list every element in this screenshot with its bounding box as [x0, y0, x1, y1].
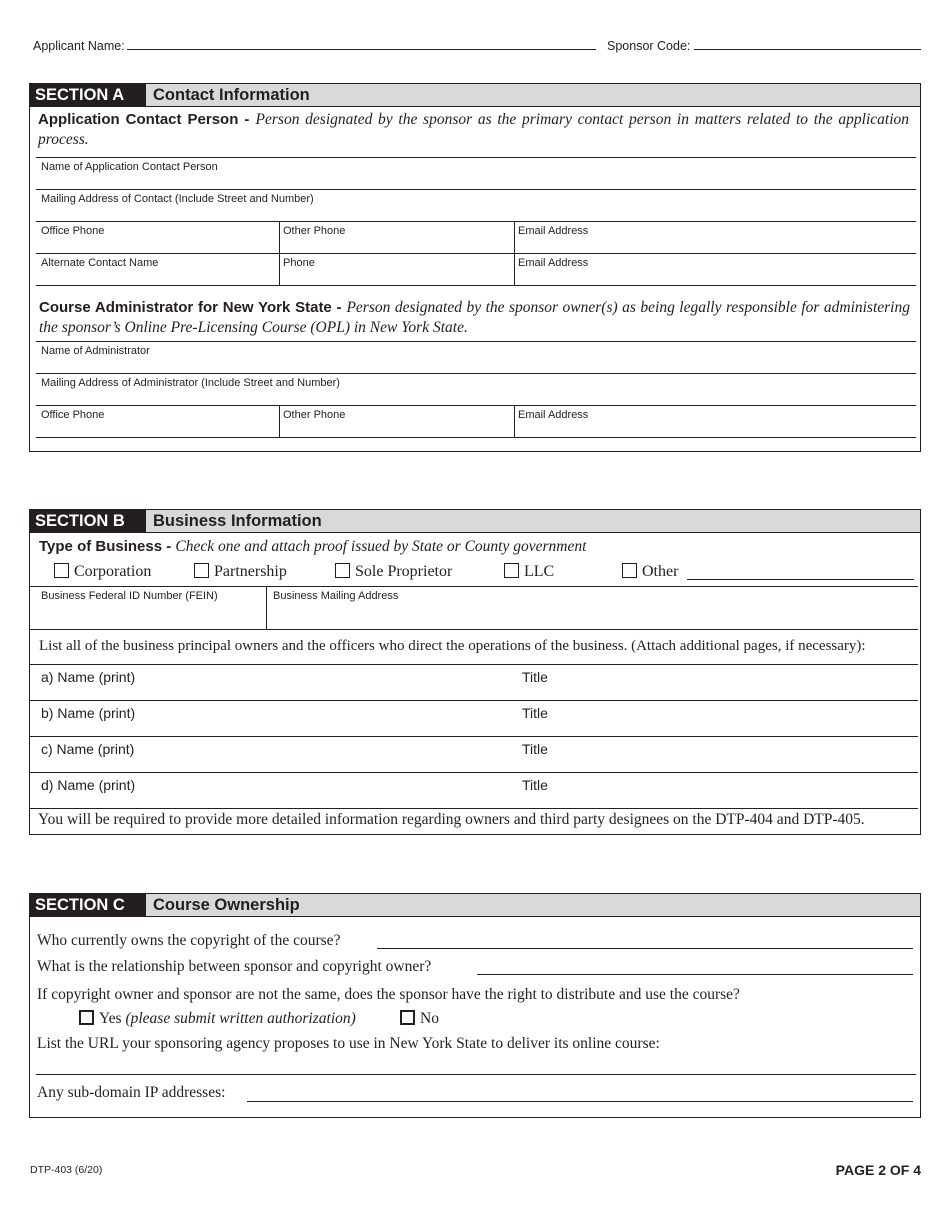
section-a-title: Contact Information: [153, 86, 310, 104]
option-llc[interactable]: [504, 563, 554, 581]
section-a: [29, 83, 921, 452]
owner-a-title-label: Title: [522, 669, 548, 685]
business-mailing-address-field[interactable]: [267, 587, 917, 629]
business-type-note: Check one and attach proof issued by State or County government: [175, 538, 587, 555]
admin-other-phone-label: Other Phone: [283, 409, 346, 421]
section-c-tag: SECTION C: [30, 894, 146, 916]
fein-field[interactable]: [30, 587, 266, 629]
relationship-question: What is the relationship between sponsor and copyright owner?: [37, 958, 432, 975]
section-b-header: [30, 510, 920, 533]
option-corporation[interactable]: [54, 563, 151, 581]
mailing-address-admin-field[interactable]: [36, 374, 916, 405]
copyright-owner-field[interactable]: [377, 934, 913, 949]
copyright-owner-question: Who currently owns the copyright of the course?: [37, 932, 341, 949]
mailing-address-contact-field[interactable]: [36, 190, 916, 221]
other-checkbox[interactable]: [622, 563, 637, 578]
subdomain-question: Any sub-domain IP addresses:: [37, 1084, 226, 1101]
sponsor-code-label: Sponsor Code:: [607, 39, 691, 53]
section-b: [29, 509, 921, 835]
url-question: List the URL your sponsoring agency proposes to use in New York State to deliver its online course:: [37, 1035, 660, 1052]
sole-proprietor-checkbox[interactable]: [335, 563, 350, 578]
owner-b-title-label: Title: [522, 705, 548, 721]
fein-label: Business Federal ID Number (FEIN): [41, 590, 218, 602]
section-a-header: [30, 84, 920, 107]
office-phone-label: Office Phone: [41, 225, 105, 237]
business-type-heading: Type of Business -: [39, 538, 172, 555]
applicant-name-label: Applicant Name:: [33, 39, 125, 53]
owner-c-title-label: Title: [522, 741, 548, 757]
yes-checkbox[interactable]: [79, 1010, 94, 1025]
contact-person-intro: [38, 110, 909, 150]
section-b-tag: SECTION B: [30, 510, 146, 532]
option-other[interactable]: [622, 563, 678, 581]
owner-c-name-label: c) Name (print): [41, 741, 135, 757]
url-field[interactable]: [37, 1056, 915, 1074]
section-c-title: Course Ownership: [153, 896, 300, 914]
other-phone-label: Other Phone: [283, 225, 346, 237]
administrator-intro: [39, 298, 910, 338]
section-c: [29, 893, 921, 1118]
name-of-administrator-field[interactable]: [36, 342, 916, 373]
corporation-checkbox[interactable]: [54, 563, 69, 578]
partnership-label: Partnership: [214, 563, 287, 580]
business-type-instruction: [39, 538, 586, 556]
sponsor-code-field[interactable]: [694, 35, 921, 50]
business-mailing-address-label: Business Mailing Address: [273, 590, 399, 602]
other-label: Other: [642, 563, 679, 580]
page-number: PAGE 2 OF 4: [835, 1162, 921, 1178]
owner-d-name-label: d) Name (print): [41, 777, 136, 793]
no-option[interactable]: [400, 1010, 439, 1028]
alternate-contact-name-label: Alternate Contact Name: [41, 257, 159, 269]
form-id: DTP-403 (6/20): [30, 1164, 103, 1176]
subdomain-field[interactable]: [247, 1087, 913, 1102]
owner-b-name-label: b) Name (print): [41, 705, 136, 721]
llc-checkbox[interactable]: [504, 563, 519, 578]
yes-note: (please submit written authorization): [125, 1010, 356, 1027]
option-sole-proprietor[interactable]: [335, 563, 452, 581]
section-b-footnote: You will be required to provide more detailed information regarding owners and third party designees on the DTP-404 and DTP-405.: [38, 811, 865, 828]
email-address-label: Email Address: [518, 225, 589, 237]
no-label: No: [420, 1010, 439, 1027]
owner-d-title-label: Title: [522, 777, 548, 793]
owners-instruction: List all of the business principal owners and the officers who direct the operations of the business. (Attach additional pages, if necessary):: [39, 638, 866, 654]
partnership-checkbox[interactable]: [194, 563, 209, 578]
admin-email-label: Email Address: [518, 409, 589, 421]
name-of-contact-label: Name of Application Contact Person: [41, 161, 218, 173]
administrator-description: Person designated by the sponsor owner(s) as being legally responsible for administering the sponsor’s Online Pre-Licensing Course (OPL) in New York State.: [39, 299, 910, 336]
option-partnership[interactable]: [194, 563, 287, 581]
mailing-address-contact-label: Mailing Address of Contact (Include Street and Number): [41, 193, 314, 205]
section-c-header: [30, 894, 920, 917]
name-of-contact-field[interactable]: [36, 158, 916, 189]
sole-proprietor-label: Sole Proprietor: [355, 563, 453, 580]
relationship-field[interactable]: [477, 960, 913, 975]
admin-office-phone-label: Office Phone: [41, 409, 105, 421]
no-checkbox[interactable]: [400, 1010, 415, 1025]
phone-label: Phone: [283, 257, 315, 269]
owner-a-name-label: a) Name (print): [41, 669, 136, 685]
applicant-name-field[interactable]: [127, 35, 596, 50]
contact-person-heading: Application Contact Person -: [38, 111, 250, 128]
alternate-email-label: Email Address: [518, 257, 589, 269]
mailing-address-admin-label: Mailing Address of Administrator (Include Street and Number): [41, 377, 340, 389]
llc-label: LLC: [524, 563, 555, 580]
administrator-heading: Course Administrator for New York State -: [39, 299, 342, 316]
other-business-type-field[interactable]: [687, 565, 914, 580]
right-to-distribute-question: If copyright owner and sponsor are not the same, does the sponsor have the right to distribute and use the course?: [37, 986, 740, 1003]
yes-option[interactable]: [79, 1010, 356, 1028]
name-of-administrator-label: Name of Administrator: [41, 345, 150, 357]
section-b-title: Business Information: [153, 512, 322, 530]
contact-person-description: Person designated by the sponsor as the primary contact person in matters related to the application process.: [38, 111, 910, 148]
section-a-tag: SECTION A: [30, 84, 146, 106]
yes-label: Yes: [99, 1010, 122, 1027]
corporation-label: Corporation: [74, 563, 152, 580]
